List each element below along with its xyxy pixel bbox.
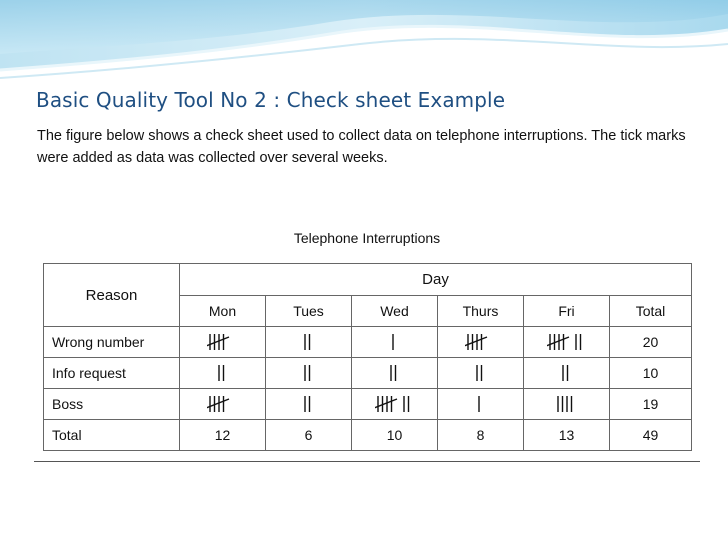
column-header-thurs: Thurs <box>438 295 524 327</box>
column-header-tues: Tues <box>266 295 352 327</box>
row-total: 10 <box>610 358 692 389</box>
check-sheet-title: Telephone Interruptions <box>293 230 441 246</box>
tally-marks <box>555 394 578 414</box>
tally-marks <box>474 363 488 383</box>
reason-label: Wrong number <box>44 327 180 358</box>
column-header-fri: Fri <box>524 295 610 327</box>
day-header: Day <box>180 264 692 296</box>
decorative-wave-banner <box>0 0 728 90</box>
check-sheet-table <box>43 263 692 451</box>
tally-cell <box>180 358 266 389</box>
tally-marks <box>207 332 238 352</box>
header-row-day <box>44 264 692 296</box>
tally-marks <box>302 332 316 352</box>
tally-cell <box>180 389 266 420</box>
total-fri: 13 <box>524 420 610 451</box>
check-sheet-figure <box>34 219 700 462</box>
tally-cell <box>438 389 524 420</box>
tally-cell <box>266 358 352 389</box>
tally-marks <box>302 394 316 414</box>
slide-title: Basic Quality Tool No 2 : Check sheet Example <box>36 88 506 112</box>
tally-cell <box>352 389 438 420</box>
tally-cell <box>438 358 524 389</box>
tally-cell <box>524 389 610 420</box>
tally-marks <box>465 332 496 352</box>
tally-cell <box>352 358 438 389</box>
tally-marks <box>476 394 486 414</box>
column-header-total: Total <box>610 295 692 327</box>
row-total: 20 <box>610 327 692 358</box>
column-header-wed: Wed <box>352 295 438 327</box>
tally-cell <box>266 389 352 420</box>
total-tues: 6 <box>266 420 352 451</box>
total-mon: 12 <box>180 420 266 451</box>
totals-label: Total <box>44 420 180 451</box>
tally-cell <box>352 327 438 358</box>
tally-cell <box>438 327 524 358</box>
tally-marks <box>207 394 238 414</box>
reason-header: Reason <box>44 264 180 327</box>
table-row <box>44 358 692 389</box>
tally-marks <box>388 363 402 383</box>
reason-label: Boss <box>44 389 180 420</box>
row-total: 19 <box>610 389 692 420</box>
grand-total: 49 <box>610 420 692 451</box>
table-row <box>44 389 692 420</box>
slide-description: The figure below shows a check sheet used to collect data on telephone interruptions. The tick marks were added as data was collected over several weeks. <box>37 128 686 166</box>
tally-cell <box>524 358 610 389</box>
tally-marks <box>375 394 415 414</box>
tally-marks <box>560 363 574 383</box>
reason-label: Info request <box>44 358 180 389</box>
tally-cell <box>180 327 266 358</box>
tally-marks <box>547 332 587 352</box>
totals-row <box>44 420 692 451</box>
tally-cell <box>266 327 352 358</box>
total-thurs: 8 <box>438 420 524 451</box>
tally-cell <box>524 327 610 358</box>
tally-marks <box>302 363 316 383</box>
tally-marks <box>390 332 400 352</box>
tally-marks <box>216 363 230 383</box>
column-header-mon: Mon <box>180 295 266 327</box>
table-row <box>44 327 692 358</box>
total-wed: 10 <box>352 420 438 451</box>
